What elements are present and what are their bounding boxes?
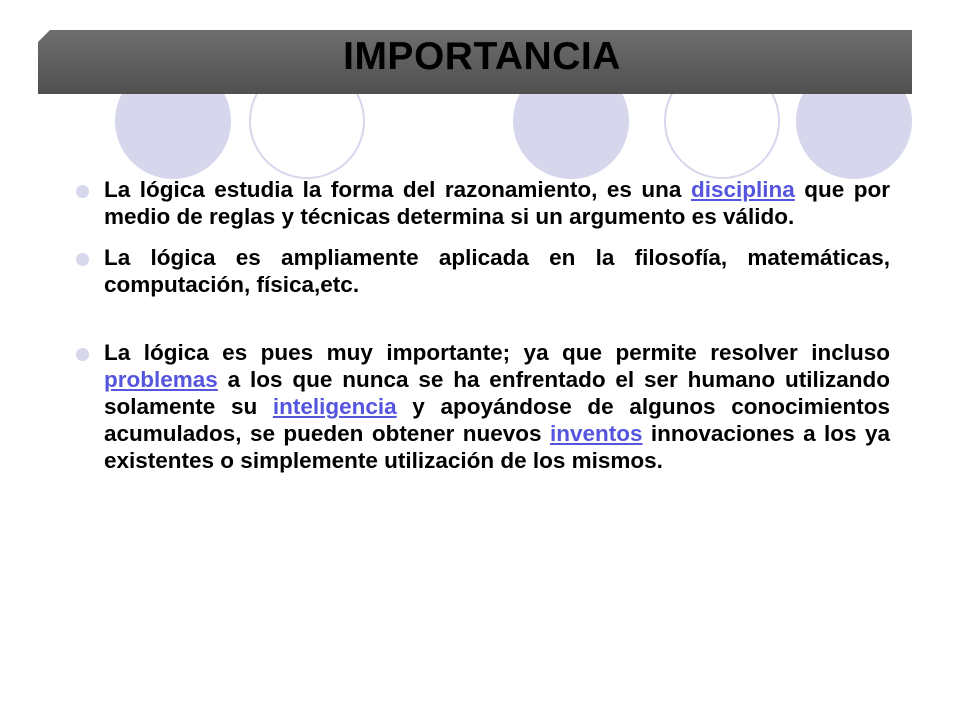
bullet-text: innovaciones a los ya existentes o simplemente utilización de los mismos. xyxy=(104,421,891,473)
bullet-text: y apoyándose de algunos conocimientos acumulados, se pueden obtener nuevos xyxy=(104,394,890,446)
bullet-list xyxy=(76,176,890,474)
bullet-dot-icon xyxy=(76,253,89,266)
bullet-dot-icon xyxy=(76,185,89,198)
bullet-item xyxy=(76,176,890,230)
bullet-text: que por medio de reglas y técnicas determina si un argumento es válido. xyxy=(104,177,890,229)
link-inventos[interactable]: inventos xyxy=(549,421,643,446)
link-inteligencia[interactable]: inteligencia xyxy=(272,394,397,419)
bullet-text: La lógica estudia la forma del razonamiento, es una xyxy=(104,177,691,202)
bullet-item xyxy=(76,339,890,474)
bullet-text: La lógica es pues muy importante; ya que permite resolver incluso xyxy=(104,340,890,365)
bullet-text: La lógica es ampliamente aplicada en la filosofía, matemáticas, computación, física,etc. xyxy=(104,245,890,297)
bullet-dot-icon xyxy=(76,348,89,361)
slide-title: IMPORTANCIA xyxy=(343,35,621,78)
link-disciplina[interactable]: disciplina xyxy=(690,177,795,202)
bullet-text: a los que nunca se ha enfrentado el ser humano utilizando solamente su xyxy=(104,367,890,419)
bullet-item xyxy=(76,244,890,298)
link-problemas[interactable]: problemas xyxy=(104,367,218,392)
